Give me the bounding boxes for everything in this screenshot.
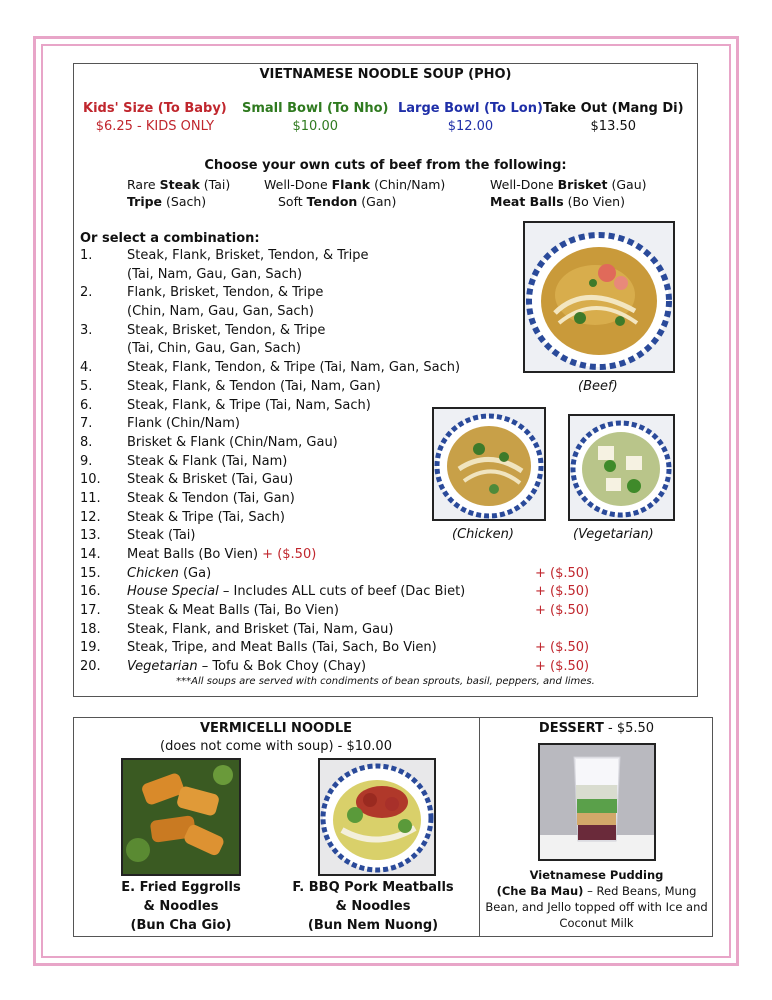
combo-number: 3. bbox=[80, 322, 93, 338]
eggrolls-image bbox=[123, 760, 239, 874]
combo-description bbox=[127, 360, 460, 375]
combo-number: 15. bbox=[80, 565, 101, 581]
size-large-price: $12.00 bbox=[447, 119, 494, 134]
combo-number: 12. bbox=[80, 509, 101, 525]
dessert-price: - $5.50 bbox=[603, 721, 655, 736]
dessert-title-label: DESSERT bbox=[538, 721, 604, 736]
combo-description bbox=[127, 398, 371, 413]
combo-number: 10. bbox=[80, 472, 101, 488]
combo-row bbox=[80, 379, 620, 398]
condiments-footnote: ***All soups are served with condiments of bean sprouts, basil, peppers, and limes. bbox=[176, 676, 595, 687]
combo-description bbox=[127, 547, 316, 562]
size-kids bbox=[83, 101, 227, 134]
combo-row bbox=[80, 659, 620, 678]
combo-number: 9. bbox=[80, 453, 93, 469]
cut-tripe: Tripe (Sach) bbox=[127, 194, 207, 209]
combo-text: Steak & Flank (Tai, Nam) bbox=[127, 453, 288, 469]
combo-description bbox=[127, 622, 393, 637]
combo-text: Meat Balls (Bo Vien) bbox=[127, 547, 259, 562]
vegetarian-pho-image bbox=[570, 416, 673, 519]
combo-text: (Tai, Chin, Gau, Gan, Sach) bbox=[127, 341, 301, 357]
eggrolls-line1: E. Fried Eggrolls bbox=[121, 880, 241, 895]
eggrolls-caption bbox=[96, 878, 266, 935]
size-kids-price: $6.25 - KIDS ONLY bbox=[95, 119, 215, 134]
chicken-pho-photo bbox=[432, 407, 546, 521]
combo-description bbox=[127, 603, 339, 618]
combo-number: 18. bbox=[80, 621, 101, 637]
eggrolls-line2: & Noodles bbox=[143, 899, 219, 914]
combo-description bbox=[127, 323, 325, 338]
combo-text: Steak & Tendon (Tai, Gan) bbox=[127, 490, 295, 506]
size-small bbox=[242, 101, 389, 134]
combo-description bbox=[127, 341, 301, 356]
chicken-caption: (Chicken) bbox=[452, 527, 514, 542]
combo-description bbox=[127, 454, 287, 469]
combo-text: – Tofu & Bok Choy (Chay) bbox=[197, 659, 367, 675]
combo-number: 19. bbox=[80, 640, 101, 656]
cut-steak: Rare Steak (Tai) bbox=[127, 177, 231, 192]
combo-text: Steak, Brisket, Tendon, & Tripe bbox=[127, 322, 326, 338]
dessert-name: Vietnamese Pudding bbox=[529, 868, 664, 882]
combo-description bbox=[127, 491, 295, 506]
combo-row bbox=[80, 547, 620, 566]
combo-row bbox=[80, 603, 620, 622]
combo-text: (Chin, Nam, Gau, Gan, Sach) bbox=[127, 304, 314, 320]
combo-text: Steak & Brisket (Tai, Gau) bbox=[127, 472, 294, 488]
size-small-price: $10.00 bbox=[292, 119, 338, 134]
combo-description bbox=[127, 379, 381, 394]
combo-name: Vegetarian bbox=[127, 659, 198, 675]
combo-row bbox=[80, 566, 620, 585]
combo-text: Steak, Flank, and Brisket (Tai, Nam, Gau) bbox=[127, 621, 394, 637]
combo-description bbox=[127, 248, 368, 263]
combo-row bbox=[80, 622, 620, 641]
combo-row bbox=[80, 640, 620, 659]
dessert-image bbox=[540, 745, 654, 859]
combo-number: 2. bbox=[80, 285, 93, 301]
size-takeout-price: $13.50 bbox=[590, 119, 637, 134]
choose-heading: Choose your own cuts of beef from the following: bbox=[204, 158, 567, 173]
combo-description bbox=[127, 584, 465, 599]
beef-pho-photo bbox=[523, 221, 675, 373]
combo-text: Steak & Meat Balls (Tai, Bo Vien) bbox=[127, 603, 339, 619]
combo-number: 20. bbox=[80, 659, 101, 675]
combo-text: Steak, Flank, & Tendon (Tai, Nam, Gan) bbox=[127, 378, 381, 394]
size-large-label: Large Bowl (To Lon) bbox=[398, 101, 543, 116]
combo-description bbox=[127, 659, 366, 674]
combo-description bbox=[127, 416, 240, 431]
combo-text: Steak, Tripe, and Meat Balls (Tai, Sach, Bo Vien) bbox=[127, 640, 437, 656]
combo-number: 16. bbox=[80, 584, 101, 600]
combo-number: 5. bbox=[80, 378, 93, 394]
combo-row bbox=[80, 528, 620, 547]
combo-text: Flank, Brisket, Tendon, & Tripe bbox=[127, 285, 324, 301]
combo-text: Steak (Tai) bbox=[127, 528, 196, 544]
combo-description bbox=[127, 640, 437, 655]
combo-text: Steak, Flank, Tendon, & Tripe (Tai, Nam, Gan, Sach) bbox=[127, 360, 461, 376]
combo-description bbox=[127, 510, 285, 525]
combo-description bbox=[127, 285, 323, 300]
combo-upcharge: + ($.50) bbox=[535, 659, 590, 675]
beef-caption: (Beef) bbox=[578, 379, 618, 394]
combo-description bbox=[127, 528, 196, 543]
combo-number: 4. bbox=[80, 360, 93, 376]
combo-number: 11. bbox=[80, 490, 101, 506]
vermicelli-subtitle: (does not come with soup) - $10.00 bbox=[160, 739, 392, 754]
bbq-pork-photo bbox=[318, 758, 436, 876]
vermicelli-title: VERMICELLI NOODLE bbox=[199, 721, 352, 736]
eggrolls-photo bbox=[121, 758, 241, 876]
combo-text: Steak, Flank, & Tripe (Tai, Nam, Sach) bbox=[127, 397, 371, 413]
combo-row bbox=[80, 584, 620, 603]
dessert-description: – Red Beans, Mung Bean, and Jello topped off with Ice and Coconut Milk bbox=[485, 884, 708, 930]
combo-number: 6. bbox=[80, 397, 93, 413]
cut-brisket: Well-Done Brisket (Gau) bbox=[490, 177, 647, 192]
combo-text: Flank (Chin/Nam) bbox=[127, 416, 241, 432]
eggrolls-line3: (Bun Cha Gio) bbox=[130, 918, 232, 933]
combo-text: (Tai, Nam, Gau, Gan, Sach) bbox=[127, 266, 303, 282]
dessert-name-viet: (Che Ba Mau) bbox=[496, 884, 584, 898]
cut-flank: Well-Done Flank (Chin/Nam) bbox=[264, 177, 446, 192]
dessert-title bbox=[480, 721, 713, 736]
combo-number: 14. bbox=[80, 547, 101, 562]
combo-description bbox=[127, 267, 302, 282]
bbq-pork-line2: & Noodles bbox=[335, 899, 411, 914]
combo-number: 8. bbox=[80, 434, 93, 450]
cut-meatballs: Meat Balls (Bo Vien) bbox=[490, 194, 625, 209]
combo-upcharge: + ($.50) bbox=[535, 603, 590, 619]
cut-tendon: Soft Tendon (Gan) bbox=[278, 194, 397, 209]
combo-upcharge: + ($.50) bbox=[262, 547, 317, 562]
combo-description bbox=[127, 304, 314, 319]
size-takeout-label: Take Out (Mang Di) bbox=[543, 101, 684, 116]
combo-description bbox=[127, 435, 338, 450]
dessert-caption bbox=[480, 867, 713, 931]
combo-text: Steak & Tripe (Tai, Sach) bbox=[127, 509, 285, 525]
combo-name: House Special bbox=[127, 584, 219, 600]
combo-upcharge: + ($.50) bbox=[535, 640, 590, 656]
combo-number: 7. bbox=[80, 416, 93, 432]
bbq-pork-line3: (Bun Nem Nuong) bbox=[307, 918, 439, 933]
combo-text: Brisket & Flank (Chin/Nam, Gau) bbox=[127, 434, 338, 450]
combo-heading: Or select a combination: bbox=[80, 231, 260, 246]
bbq-pork-caption bbox=[283, 878, 463, 935]
dessert-photo bbox=[538, 743, 656, 861]
vegetarian-caption: (Vegetarian) bbox=[573, 527, 654, 542]
pho-title: VIETNAMESE NOODLE SOUP (PHO) bbox=[259, 67, 512, 82]
bbq-pork-line1: F. BBQ Pork Meatballs bbox=[292, 880, 454, 895]
beef-pho-image bbox=[525, 223, 673, 371]
combo-number: 13. bbox=[80, 528, 101, 544]
combo-upcharge: + ($.50) bbox=[535, 584, 590, 600]
combo-number: 17. bbox=[80, 603, 101, 619]
combo-text: – Includes ALL cuts of beef (Dac Biet) bbox=[218, 584, 466, 600]
combo-upcharge: + ($.50) bbox=[535, 565, 590, 581]
combo-description bbox=[127, 566, 211, 581]
combo-text: (Ga) bbox=[178, 565, 212, 581]
size-small-label: Small Bowl (To Nho) bbox=[242, 101, 389, 116]
size-kids-label: Kids' Size (To Baby) bbox=[83, 101, 227, 116]
size-large bbox=[398, 101, 543, 134]
bbq-pork-image bbox=[320, 760, 434, 874]
size-takeout bbox=[543, 101, 684, 134]
combo-name: Chicken bbox=[127, 565, 179, 581]
chicken-pho-image bbox=[434, 409, 544, 519]
vegetarian-pho-photo bbox=[568, 414, 675, 521]
combo-number: 1. bbox=[80, 248, 93, 263]
combo-description bbox=[127, 472, 293, 487]
combo-text: Steak, Flank, Brisket, Tendon, & Tripe bbox=[127, 248, 369, 263]
